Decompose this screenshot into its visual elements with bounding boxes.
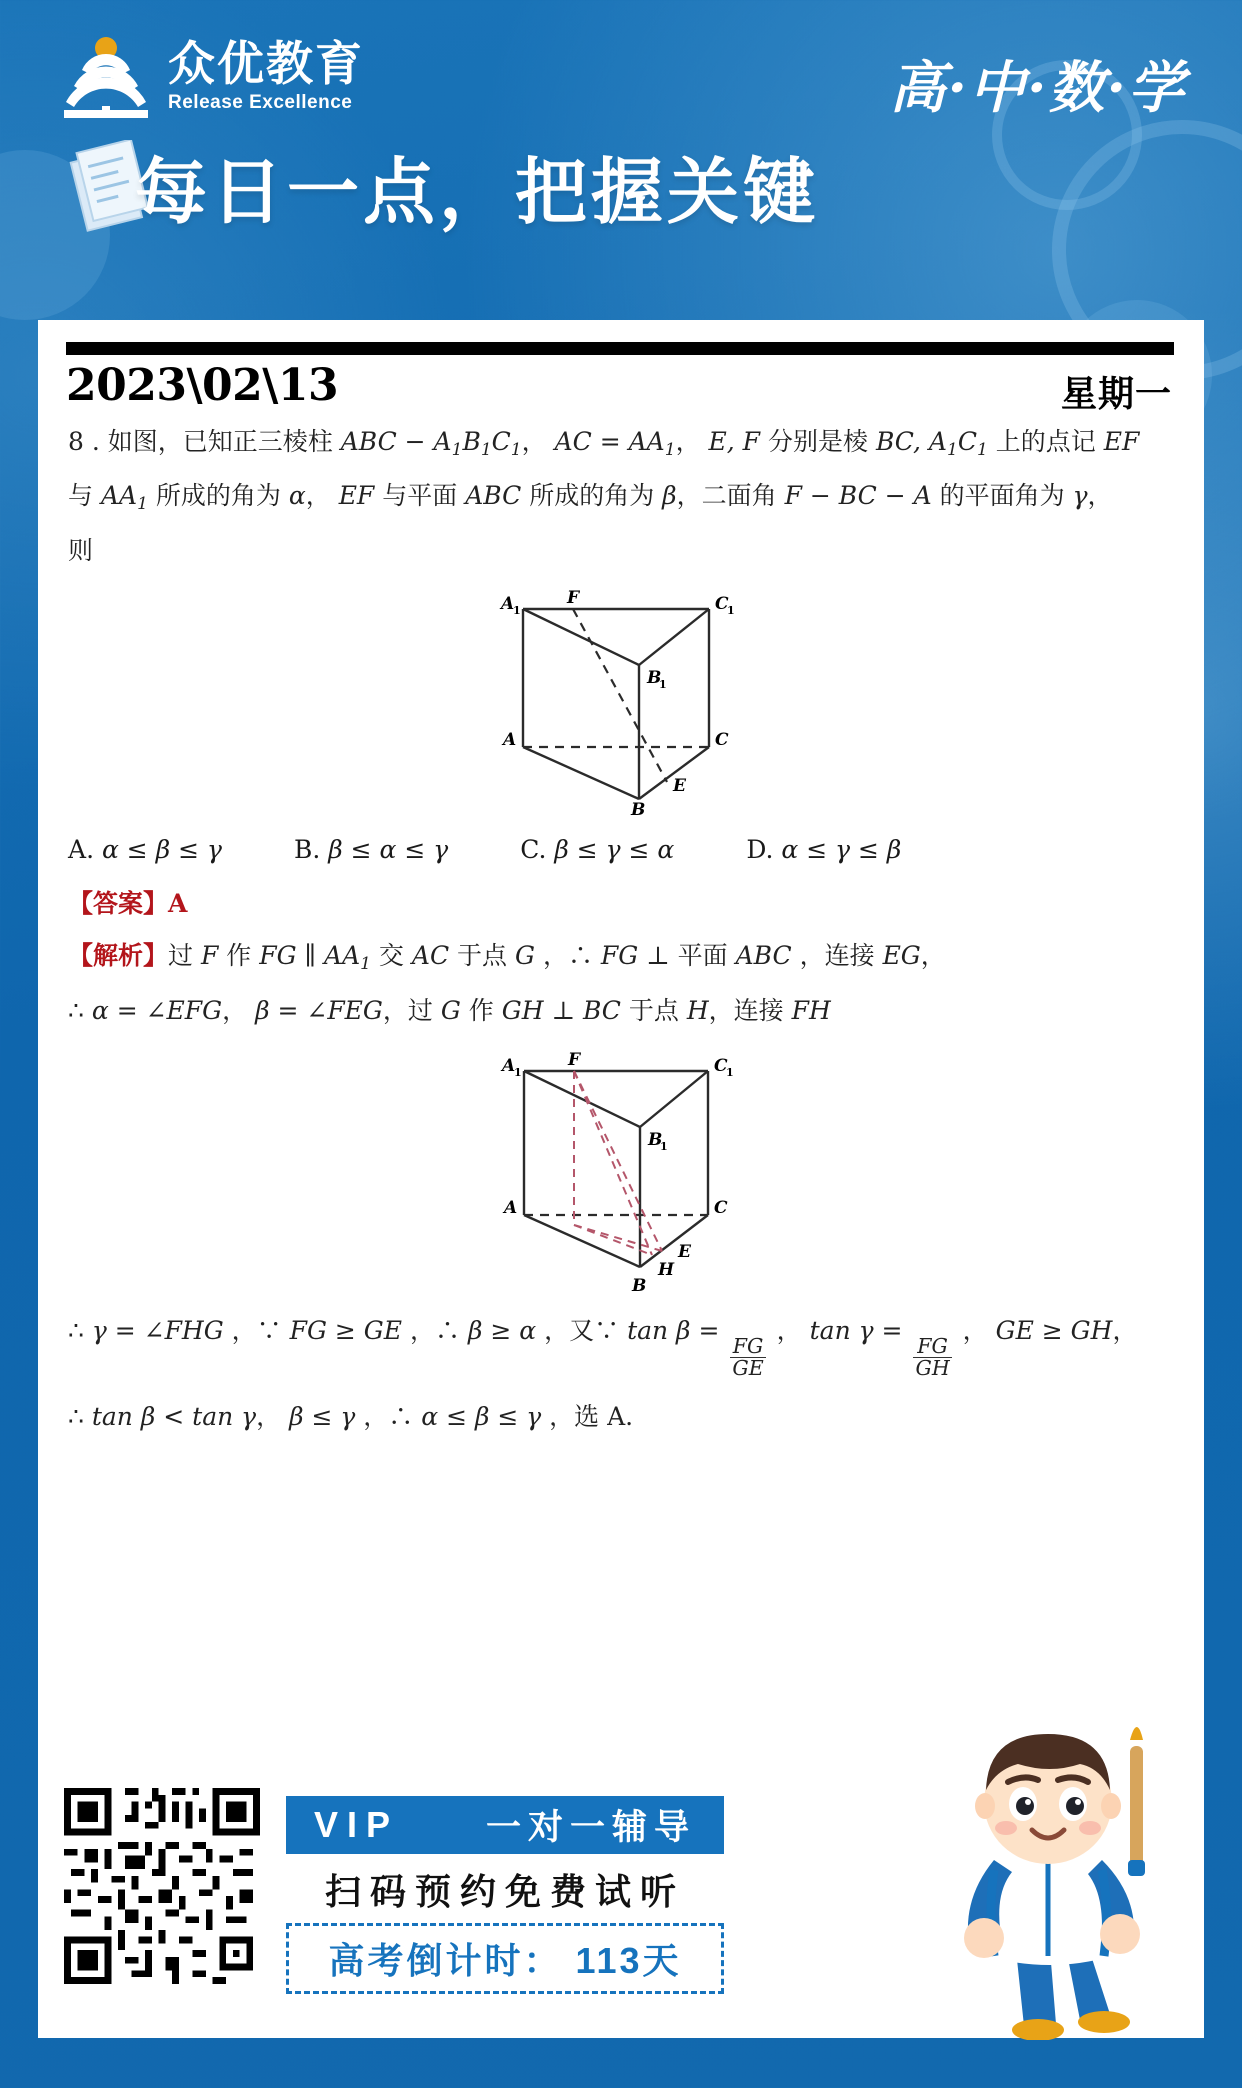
- analysis-l1-g: ，连接: [799, 941, 875, 971]
- svg-text:C: C: [715, 730, 729, 751]
- svg-text:E: E: [678, 1242, 691, 1263]
- option-c-key: C: [520, 835, 539, 865]
- answer-value: A: [168, 889, 188, 919]
- analysis-l1-d: 于点: [457, 941, 508, 971]
- question-line2-text-e: 所成的角为: [529, 481, 655, 511]
- svg-text:1: 1: [513, 604, 521, 618]
- question-line2-text-d: 与平面: [382, 481, 458, 511]
- question-line1-math-6: BC, A: [875, 427, 947, 456]
- option-b[interactable]: B. β ≤ α ≤ γ: [293, 835, 449, 865]
- analysis-l1-f: 平面: [677, 941, 728, 971]
- question-line1-text-d: 分别是棱: [767, 427, 868, 456]
- analysis-l1-sub1: 1: [360, 953, 371, 974]
- svg-text:1: 1: [660, 1140, 668, 1154]
- svg-text:1: 1: [514, 1066, 522, 1080]
- option-d-text: α ≤ γ ≤ β: [781, 835, 902, 865]
- question-line1-text-e: 上的点记: [995, 427, 1096, 456]
- svg-text:C: C: [714, 1056, 728, 1077]
- question-line1-math-4: AC = AA: [554, 427, 665, 456]
- question-line2-math-5: β: [662, 481, 677, 511]
- fraction-1-numerator: FG: [732, 1333, 764, 1358]
- question-line1-text-a: 8 . 如图，已知正三棱柱: [68, 427, 333, 456]
- question-line-2: [68, 482, 1174, 513]
- analysis-l1-m7: EG: [882, 941, 921, 971]
- analysis-l3-a: ∴: [68, 1316, 84, 1346]
- question-line2-math-3: EF: [338, 481, 375, 511]
- option-a-key: A: [68, 835, 87, 865]
- scan-instruction: 扫码预约免费试听: [324, 1871, 685, 1912]
- qr-code-icon[interactable]: [64, 1788, 260, 1984]
- prism-figure-1: [68, 587, 1174, 817]
- svg-text:A: A: [502, 1056, 516, 1077]
- svg-text:C: C: [714, 1198, 728, 1219]
- option-c[interactable]: C. β ≤ γ ≤ α: [520, 835, 675, 865]
- svg-text:1: 1: [659, 678, 667, 692]
- svg-text:B: B: [631, 800, 646, 818]
- analysis-l1-m3: AC: [411, 941, 450, 971]
- svg-text:A: A: [503, 730, 517, 751]
- question-line1-math-3: C: [491, 427, 511, 456]
- analysis-l3-m1: γ = ∠FHG: [91, 1316, 224, 1346]
- analysis-l2-m3: G: [440, 996, 461, 1026]
- analysis-l3-e: ，: [776, 1316, 802, 1346]
- analysis-l3-g: ，: [1112, 1316, 1138, 1346]
- analysis-l3-d: ，又∵: [544, 1316, 620, 1346]
- option-a[interactable]: A. α ≤ β ≤ γ: [68, 835, 222, 865]
- analysis-l2-m4: GH ⊥ BC: [501, 996, 621, 1026]
- analysis-line-4: [68, 1403, 1174, 1432]
- analysis-tag: 【解析】: [68, 941, 169, 971]
- analysis-l2-m6: FH: [791, 996, 831, 1026]
- question-line2-text-a: 与: [68, 481, 94, 511]
- analysis-l2-m1: α = ∠EFG: [91, 996, 223, 1026]
- analysis-l3-m5: tan γ =: [809, 1316, 903, 1346]
- countdown-box: [286, 1923, 724, 1994]
- analysis-l2-e: 于点: [628, 996, 679, 1026]
- fraction-fg-over-ge: [730, 1333, 765, 1381]
- poster-header: [0, 0, 1242, 320]
- question-line1-sub-1: 1: [451, 439, 463, 460]
- analysis-l1-m1: F: [200, 941, 219, 971]
- question-line2-text-h: ，: [1087, 481, 1113, 511]
- question-line1-math-2: B: [462, 427, 481, 456]
- question-line1-text-b: ，: [521, 427, 547, 456]
- question-line2-math-6: F − BC − A: [784, 481, 932, 511]
- svg-text:1: 1: [726, 1066, 734, 1080]
- svg-text:B: B: [647, 668, 662, 689]
- analysis-line-3: [68, 1317, 1174, 1380]
- analysis-l1-b: 作: [226, 941, 252, 971]
- option-b-key: B: [293, 835, 313, 865]
- analysis-l1-h: ，: [920, 941, 946, 971]
- analysis-l1-m5: FG ⊥: [600, 941, 670, 971]
- fraction-1-denominator: GE: [732, 1356, 764, 1381]
- vip-banner[interactable]: [286, 1796, 724, 1854]
- brand-name-en: Release Excellence: [168, 91, 353, 113]
- date-divider-rule: [66, 342, 1174, 355]
- analysis-l1-m2: FG ∥ AA: [259, 941, 361, 971]
- question-line2-text-b: 所成的角为: [155, 481, 281, 511]
- analysis-l1-e: ，∴: [542, 941, 593, 971]
- svg-text:A: A: [504, 1198, 518, 1219]
- countdown-value: 113天: [575, 1940, 682, 1981]
- question-line1-text-c: ，: [675, 427, 701, 456]
- promo-footer: [38, 1800, 1204, 2050]
- svg-text:C: C: [715, 594, 729, 615]
- question-line1-math-7: C: [957, 427, 977, 456]
- brand-logo: [60, 34, 364, 120]
- analysis-l3-c: ，∴: [409, 1316, 460, 1346]
- svg-text:F: F: [567, 588, 580, 609]
- analysis-l4-d: ，选 A.: [549, 1401, 634, 1431]
- question-line-3: 则: [68, 535, 94, 565]
- analysis-l1-a: 过: [168, 941, 194, 971]
- answer-options: [68, 835, 1174, 864]
- fraction-fg-over-gh: [913, 1333, 951, 1381]
- fan-book-logo-icon: [60, 34, 152, 120]
- question-line1-math-5: E, F: [708, 427, 761, 456]
- analysis-l3-m3: β ≥ α: [467, 1316, 537, 1346]
- countdown-label: 高考倒计时：: [328, 1940, 563, 1981]
- analysis-l1-m4: G: [515, 941, 535, 971]
- question-line1-math-1: ABC − A: [340, 427, 452, 456]
- analysis-l4-m3: α ≤ β ≤ γ: [421, 1401, 542, 1431]
- question-line1-sub-3: 1: [510, 439, 522, 460]
- question-line1-math-8: EF: [1103, 427, 1140, 456]
- vip-sub-label: 一对一辅导: [485, 1808, 696, 1847]
- analysis-l2-d: 作: [468, 996, 494, 1026]
- fraction-2-numerator: FG: [917, 1333, 948, 1358]
- analysis-l2-a: ∴: [68, 996, 84, 1026]
- analysis-l1-m6: ABC: [735, 941, 792, 971]
- analysis-l2-m2: β = ∠FEG: [255, 996, 383, 1026]
- student-mascot-icon: [898, 1710, 1198, 2040]
- analysis-l4-a: ∴: [68, 1401, 84, 1431]
- option-d-key: D: [746, 835, 766, 865]
- question-line2-text-c: ，: [305, 481, 331, 511]
- analysis-l3-m4: tan β =: [627, 1316, 720, 1346]
- question-line-1: [68, 428, 1174, 459]
- analysis-l2-m5: H: [686, 996, 709, 1026]
- analysis-l2-b: ，: [222, 996, 248, 1026]
- option-d[interactable]: D. α ≤ γ ≤ β: [746, 835, 902, 865]
- option-c-text: β ≤ γ ≤ α: [554, 835, 675, 865]
- question-line2-math-7: γ: [1072, 481, 1088, 511]
- analysis-l4-b: ，: [256, 1401, 282, 1431]
- analysis-l3-b: ，∵: [231, 1316, 282, 1346]
- question-line2-text-f: ，二面角: [676, 481, 777, 511]
- option-a-text: α ≤ β ≤ γ: [101, 835, 222, 865]
- brand-name-cn: 众优教育: [168, 37, 364, 91]
- analysis-l4-m1: tan β < tan γ: [91, 1401, 257, 1431]
- question-line1-sub-4: 1: [664, 439, 676, 460]
- svg-text:H: H: [658, 1260, 675, 1281]
- analysis-l3-f: ，: [962, 1316, 988, 1346]
- question-line2-sub-1: 1: [137, 494, 148, 515]
- analysis-l1-c: 交: [378, 941, 404, 971]
- question-line1-sub-5: 1: [946, 439, 958, 460]
- analysis-line-1: [68, 942, 1174, 974]
- poster-slogan: 每日一点，把握关键: [135, 153, 820, 233]
- answer-row: [68, 890, 1174, 919]
- question-line2-math-2: α: [288, 481, 306, 511]
- option-b-text: β ≤ α ≤ γ: [328, 835, 449, 865]
- answer-tag: 【答案】: [68, 889, 169, 919]
- fraction-2-denominator: GH: [915, 1356, 950, 1381]
- question-body: [68, 428, 1174, 1455]
- prism-figure-2: [68, 1049, 1174, 1299]
- svg-text:E: E: [673, 776, 686, 797]
- weekday-label: 星期一: [1060, 373, 1172, 415]
- question-line1-sub-2: 1: [480, 439, 492, 460]
- analysis-l2-f: ，连接: [708, 996, 784, 1026]
- question-line1-sub-6: 1: [976, 439, 988, 460]
- subject-badge: 高·中·数·学: [889, 55, 1186, 121]
- question-line2-text-g: 的平面角为: [939, 481, 1065, 511]
- svg-text:F: F: [568, 1050, 581, 1071]
- analysis-l3-m2: FG ≥ GE: [289, 1316, 403, 1346]
- promo-text-block: [286, 1796, 724, 1994]
- analysis-l4-c: ，∴: [363, 1401, 414, 1431]
- date-label: 2023\02\13: [66, 360, 339, 411]
- svg-text:B: B: [632, 1276, 647, 1297]
- question-line2-math-1: AA: [100, 481, 138, 511]
- analysis-l4-m2: β ≤ γ: [289, 1401, 356, 1431]
- vip-label: VIP: [314, 1804, 400, 1845]
- svg-text:A: A: [501, 594, 515, 615]
- question-line2-math-4: ABC: [465, 481, 522, 511]
- analysis-l3-m6: GE ≥ GH: [995, 1316, 1113, 1346]
- analysis-line-2: [68, 997, 1174, 1026]
- svg-text:1: 1: [727, 604, 735, 618]
- svg-text:B: B: [648, 1130, 663, 1151]
- analysis-l2-c: ，过: [382, 996, 433, 1026]
